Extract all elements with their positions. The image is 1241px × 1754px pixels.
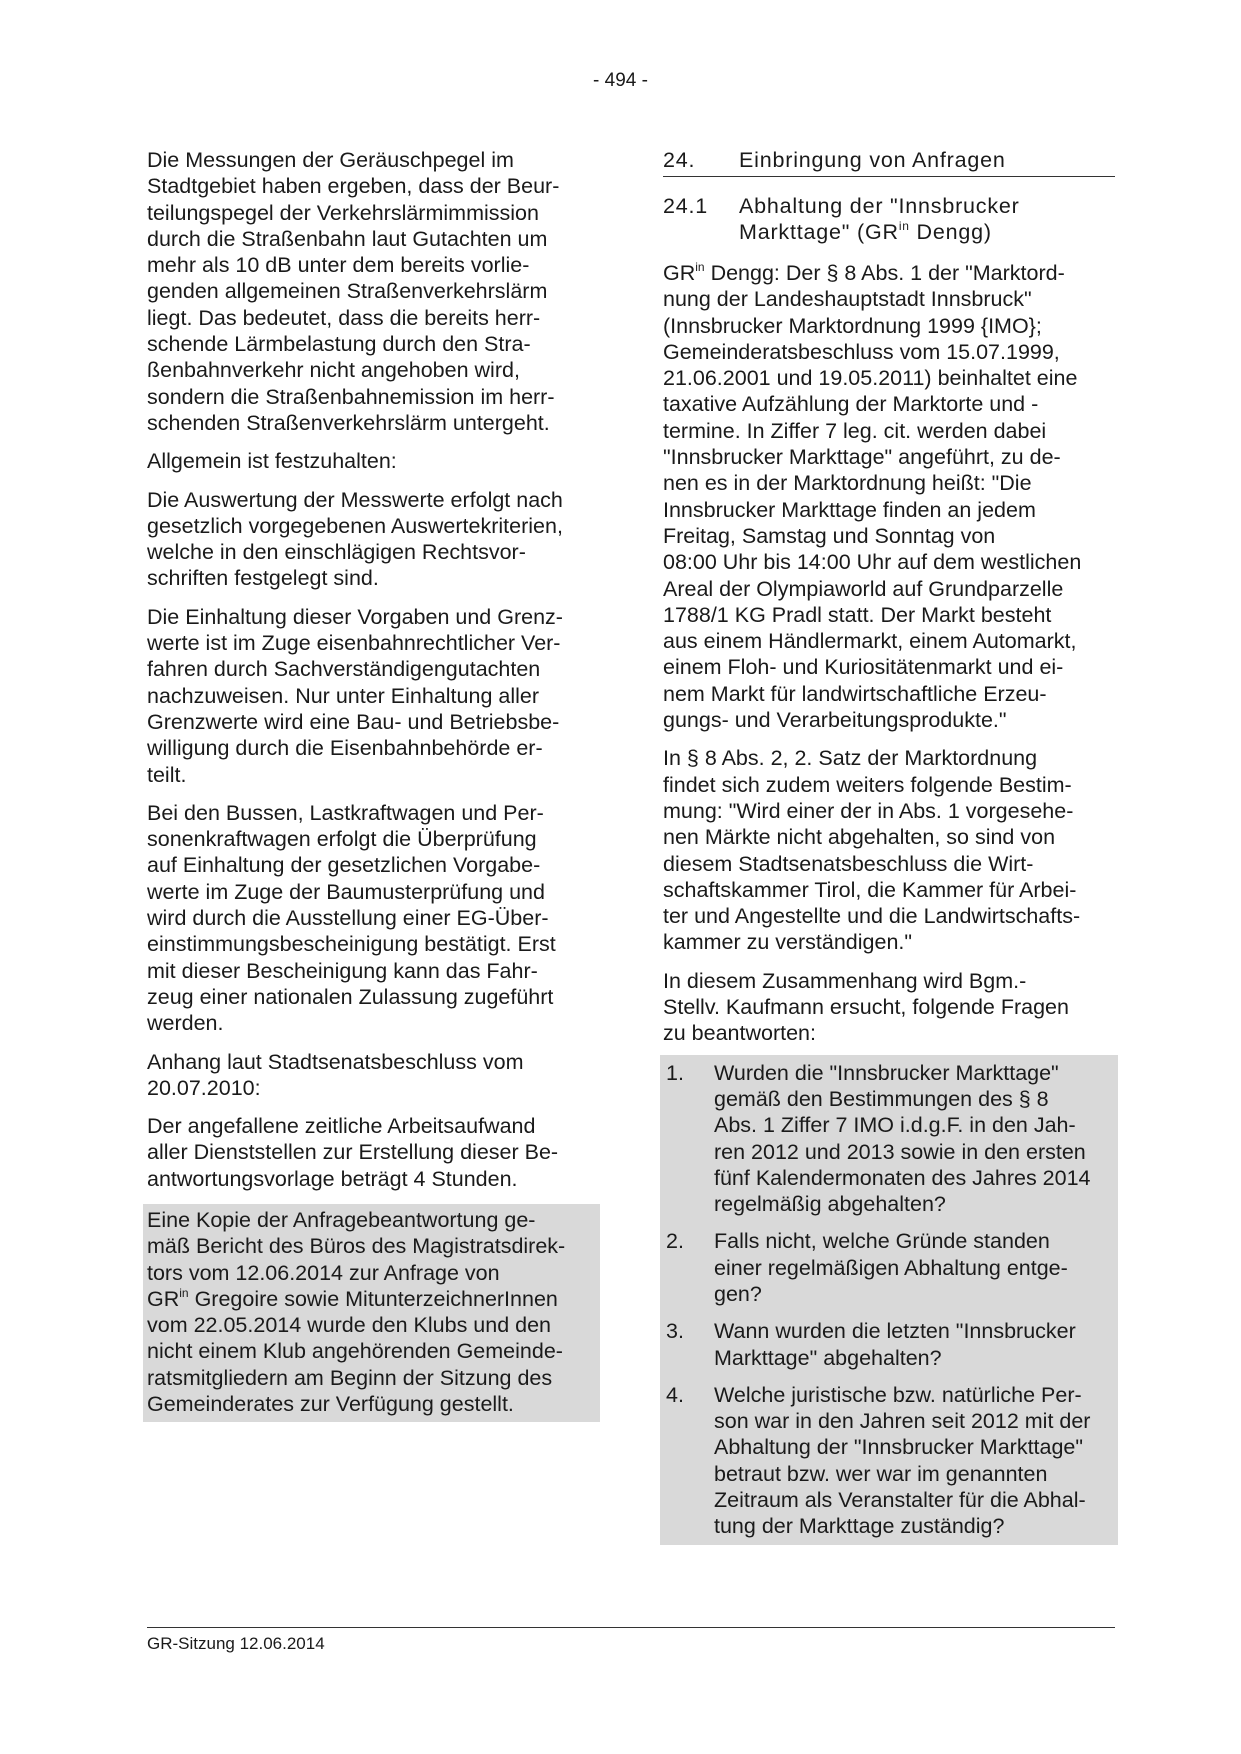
paragraph-evaluation: Die Auswertung der Messwerte erfolgt nach gesetzlich vorgegebenen Auswertekriterien, welche in den einschlägigen Rechtsvor- schriften festgelegt sind.: [147, 487, 563, 591]
paragraph-vehicles: Bei den Bussen, Lastkraftwagen und Per- sonenkraftwagen erfolgt die Überprüfung auf Einhaltung der gesetzlichen Vorgabe- werte im Zuge der Baumusterprüfung und wird durch die Ausstellung einer EG-Über- einstimmungsbescheinigung bestätigt. Erst mit dieser Bescheinigung kann das Fahr- zeug einer nationalen Zulassung zugeführt werden.: [147, 800, 556, 1036]
question-item: 4. Welche juristische bzw. natürliche Per- son war in den Jahren seit 2012 mit der Abhaltung der "Innsbrucker Markttage" betraut bzw. wer war im genannten Zeitraum als Veranstalter für die Abhal- tung der Markttage zuständig?: [666, 1382, 1091, 1539]
paragraph-request-intro: In diesem Zusammenhang wird Bgm.- Stellv. Kaufmann ersucht, folgende Fragen zu beantworten:: [663, 968, 1069, 1046]
question-item: 2. Falls nicht, welche Gründe standen einer regelmäßigen Abhaltung entge- gen?: [666, 1229, 1068, 1306]
question-item: 1. Wurden die "Innsbrucker Markttage" gemäß den Bestimmungen des § 8 Abs. 1 Ziffer 7 IMO i.d.g.F. in den Jah- ren 2012 und 2013 sowie in den ersten fünf Kalendermonaten des Jahres 2014 regelmäßig abgehalten?: [666, 1060, 1091, 1217]
section-heading-24: 24. Einbringung von Anfragen: [663, 147, 1115, 177]
subsection-heading-24-1: 24.1 Abhaltung der "Innsbrucker Markttage" ($GR^{in}$ Dengg): [663, 194, 1020, 244]
question-item: 3. Wann wurden die letzten "Innsbrucker Markttage" abgehalten?: [666, 1319, 1076, 1370]
footer-divider: [147, 1627, 1115, 1628]
paragraph-workload: Der angefallene zeitliche Arbeitsaufwand aller Dienststellen zur Erstellung dieser Be- antwortungsvorlage beträgt 4 Stunden.: [147, 1114, 559, 1191]
left-column: [147, 147, 597, 1422]
footer-session-date: GR-Sitzung 12.06.2014: [147, 1634, 325, 1653]
shaded-note-copy-distribution: Eine Kopie der Anfragebeantwortung ge- mäß Bericht des Büros des Magistratsdirek- tors vom 12.06.2014 zur Anfrage von $GR^{in}$ Gregoire sowie MitunterzeichnerInnen vom 22.05.2014 wurde den Klubs und den nicht einem Klub angehörenden Gemeinde- ratsmitgliedern am Beginn der Sitzung des Gemeinderates zur Verfügung gestellt.: [143, 1204, 600, 1422]
paragraph-appendix: Anhang laut Stadtsenatsbeschluss vom 20.07.2010:: [147, 1049, 524, 1100]
page-number: - 494 -: [593, 70, 648, 91]
right-column: [663, 147, 1115, 1545]
paragraph-section-8-abs-2: In § 8 Abs. 2, 2. Satz der Marktordnung findet sich zudem weiters folgende Bestim- mung: "Wird einer der in Abs. 1 vorgesehe- nen Märkte nicht abgehalten, so sind von diesem Stadtsenatsbeschluss die Wirt- schaftskammer Tirol, die Kammer für Arbei- ter und Angestellte und die Landwirtschafts- kammer zu verständigen.": [663, 746, 1081, 955]
paragraph-noise-measurements: Die Messungen der Geräuschpegel im Stadtgebiet haben ergeben, dass der Beur- teilungspegel der Verkehrslärmimmission durch die Straßenbahn laut Gutachten um mehr als 10 dB unter dem bereits vorlie- genden allgemeinen Straßenverkehrslärm liegt. Das bedeutet, dass die bereits herr- schende Lärmbelastung durch den Stra- ßenbahnverkehr nicht angehoben wird, sondern die Straßenbahnemission im herr- schenden Straßenverkehrslärm untergeht.: [147, 148, 560, 435]
question-list: [660, 1055, 1118, 1545]
paragraph-general-note: Allgemein ist festzuhalten:: [147, 449, 397, 474]
paragraph-market-regulation: $GR^{in}$ Dengg: Der § 8 Abs. 1 der "Marktord- nung der Landeshauptstadt Innsbruck" (Innsbrucker Marktordnung 1999 {IMO}; Gemeinderatsbeschluss vom 15.07.1999, 21.06.2001 und 19.05.2011) beinhaltet eine taxative Aufzählung der Marktorte und - termine. In Ziffer 7 leg. cit. werden dabei "Innsbrucker Markttage" angeführt, zu de- nen es in der Marktordnung heißt: "Die Innsbrucker Markttage finden an jedem Freitag, Samstag und Sonntag von 08:00 Uhr bis 14:00 Uhr auf dem westlichen Areal der Olympiaworld auf Grundparzelle 1788/1 KG Pradl statt. Der Markt besteht aus einem Händlermarkt, einem Automarkt, einem Floh- und Kuriositätenmarkt und ei- nem Markt für landwirtschaftliche Erzeu- gungs- und Verarbeitungsprodukte.": [663, 260, 1082, 733]
paragraph-compliance: Die Einhaltung dieser Vorgaben und Grenz- werte ist im Zuge eisenbahnrechtlicher Ver- fahren durch Sachverständigengutachten nachzuweisen. Nur unter Einhaltung aller Grenzwerte wird eine Bau- und Betriebsbe- willigung durch die Eisenbahnbehörde er- teilt.: [147, 604, 563, 787]
